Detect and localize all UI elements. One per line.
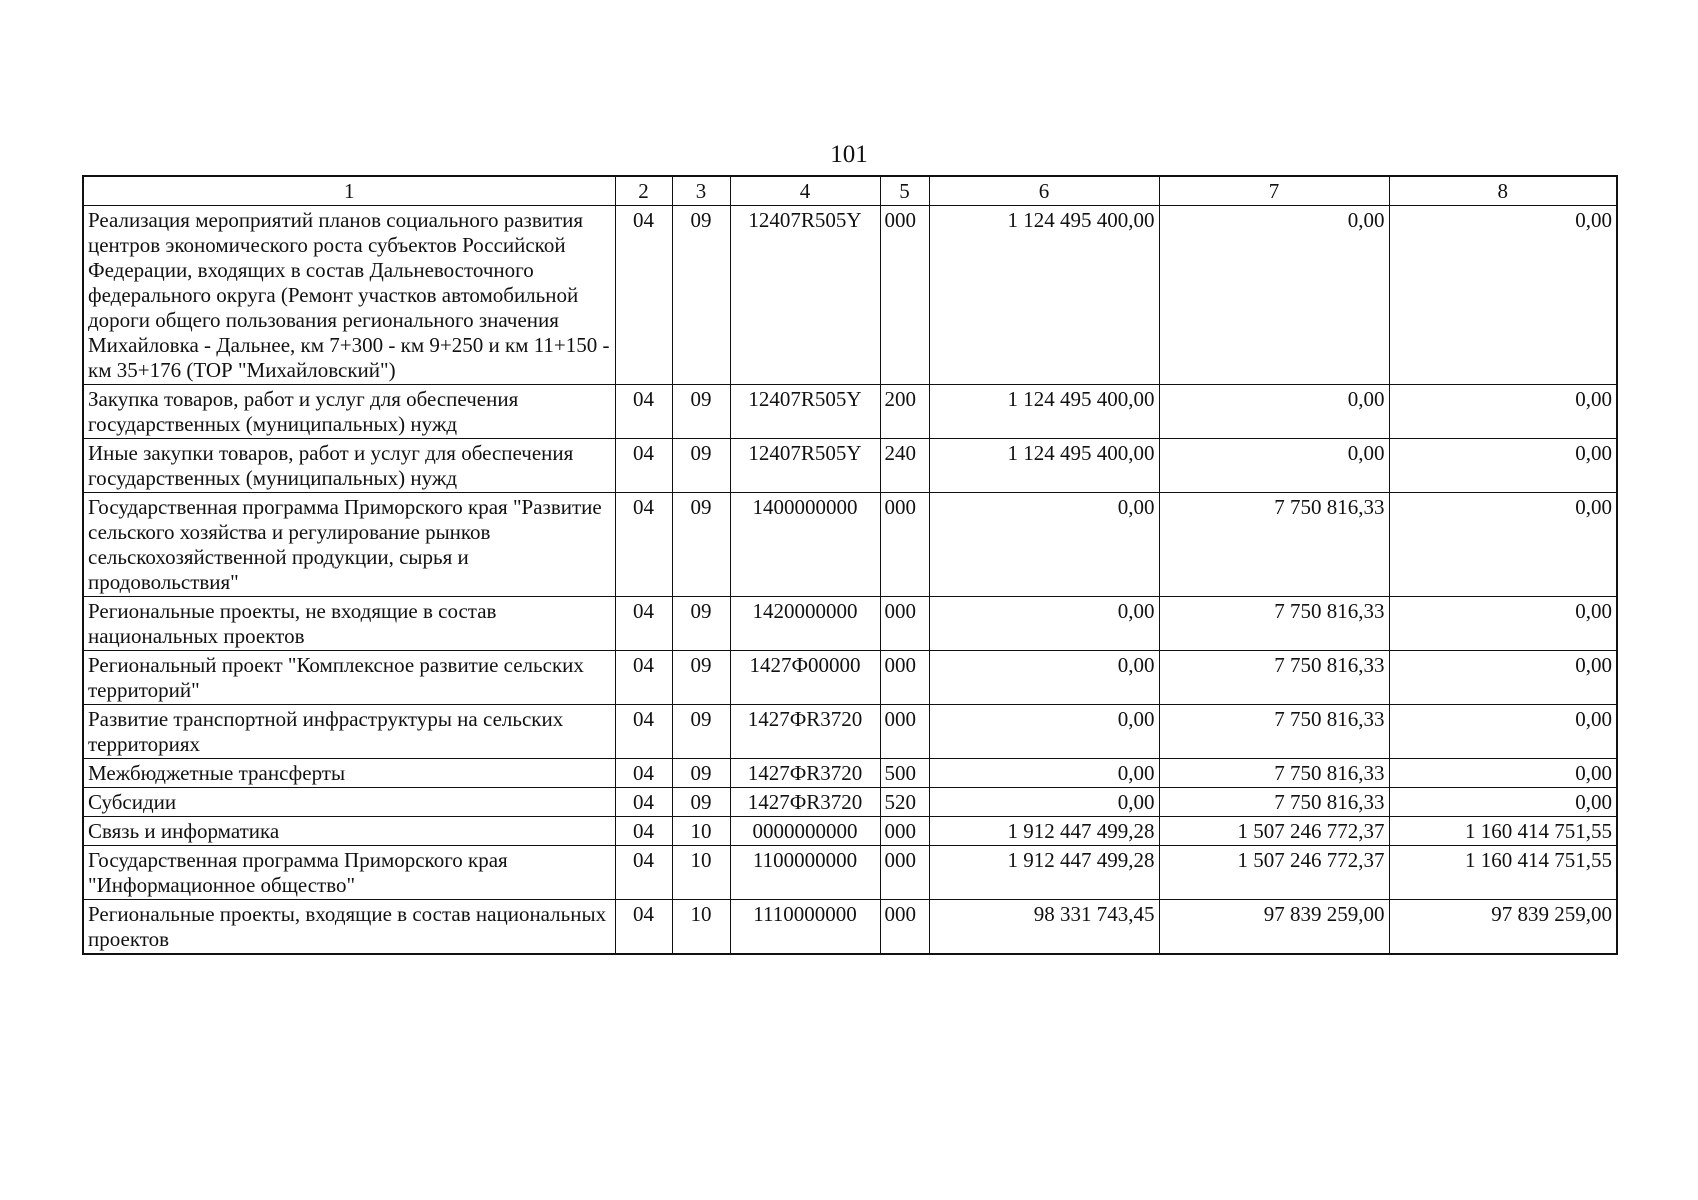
amount-col-8: 0,00 <box>1389 651 1617 705</box>
row-name: Государственная программа Приморского края "Информационное общество" <box>83 846 615 900</box>
target-article-code: 1427ФR3720 <box>730 759 880 788</box>
table-row <box>83 439 1617 493</box>
amount-col-7: 97 839 259,00 <box>1159 900 1389 955</box>
amount-col-7: 1 507 246 772,37 <box>1159 817 1389 846</box>
amount-col-7: 7 750 816,33 <box>1159 788 1389 817</box>
amount-col-8: 0,00 <box>1389 439 1617 493</box>
row-name: Государственная программа Приморского края "Развитие сельского хозяйства и регулирование рынков сельскохозяйственной продукции, сырья и продовольствия" <box>83 493 615 597</box>
target-article-code: 1427ФR3720 <box>730 705 880 759</box>
row-name: Развитие транспортной инфраструктуры на сельских территориях <box>83 705 615 759</box>
subsection-code: 09 <box>672 206 730 385</box>
expense-type-code: 000 <box>880 206 929 385</box>
amount-col-6: 0,00 <box>929 493 1159 597</box>
expense-type-code: 000 <box>880 597 929 651</box>
section-code: 04 <box>615 385 672 439</box>
table-row <box>83 788 1617 817</box>
expense-type-code: 000 <box>880 900 929 955</box>
amount-col-6: 0,00 <box>929 705 1159 759</box>
column-header: 4 <box>730 176 880 206</box>
amount-col-6: 98 331 743,45 <box>929 900 1159 955</box>
expense-type-code: 200 <box>880 385 929 439</box>
amount-col-8: 0,00 <box>1389 597 1617 651</box>
amount-col-6: 0,00 <box>929 759 1159 788</box>
target-article-code: 12407R505Y <box>730 385 880 439</box>
column-header: 5 <box>880 176 929 206</box>
column-header: 1 <box>83 176 615 206</box>
column-header: 8 <box>1389 176 1617 206</box>
table-row <box>83 206 1617 385</box>
expense-type-code: 240 <box>880 439 929 493</box>
amount-col-8: 0,00 <box>1389 705 1617 759</box>
row-name: Субсидии <box>83 788 615 817</box>
row-name: Региональные проекты, не входящие в состав национальных проектов <box>83 597 615 651</box>
table-row <box>83 705 1617 759</box>
section-code: 04 <box>615 846 672 900</box>
section-code: 04 <box>615 759 672 788</box>
table-row <box>83 651 1617 705</box>
amount-col-6: 1 912 447 499,28 <box>929 817 1159 846</box>
subsection-code: 10 <box>672 817 730 846</box>
row-name: Иные закупки товаров, работ и услуг для обеспечения государственных (муниципальных) нужд <box>83 439 615 493</box>
amount-col-6: 1 124 495 400,00 <box>929 206 1159 385</box>
amount-col-7: 0,00 <box>1159 439 1389 493</box>
target-article-code: 1427Ф00000 <box>730 651 880 705</box>
amount-col-7: 7 750 816,33 <box>1159 651 1389 705</box>
subsection-code: 10 <box>672 846 730 900</box>
expense-type-code: 000 <box>880 493 929 597</box>
target-article-code: 1420000000 <box>730 597 880 651</box>
table-row <box>83 493 1617 597</box>
page-number: 101 <box>830 141 868 168</box>
row-name: Межбюджетные трансферты <box>83 759 615 788</box>
subsection-code: 09 <box>672 493 730 597</box>
row-name: Закупка товаров, работ и услуг для обеспечения государственных (муниципальных) нужд <box>83 385 615 439</box>
row-name: Региональные проекты, входящие в состав национальных проектов <box>83 900 615 955</box>
expense-type-code: 500 <box>880 759 929 788</box>
section-code: 04 <box>615 817 672 846</box>
subsection-code: 09 <box>672 597 730 651</box>
amount-col-8: 1 160 414 751,55 <box>1389 846 1617 900</box>
section-code: 04 <box>615 439 672 493</box>
row-name: Связь и информатика <box>83 817 615 846</box>
amount-col-7: 7 750 816,33 <box>1159 759 1389 788</box>
column-header: 2 <box>615 176 672 206</box>
target-article-code: 12407R505Y <box>730 206 880 385</box>
section-code: 04 <box>615 493 672 597</box>
amount-col-6: 0,00 <box>929 597 1159 651</box>
target-article-code: 1100000000 <box>730 846 880 900</box>
amount-col-8: 0,00 <box>1389 759 1617 788</box>
amount-col-8: 0,00 <box>1389 206 1617 385</box>
target-article-code: 1110000000 <box>730 900 880 955</box>
amount-col-7: 1 507 246 772,37 <box>1159 846 1389 900</box>
header-row <box>83 176 1617 206</box>
amount-col-7: 0,00 <box>1159 385 1389 439</box>
expense-type-code: 520 <box>880 788 929 817</box>
section-code: 04 <box>615 705 672 759</box>
amount-col-6: 1 124 495 400,00 <box>929 385 1159 439</box>
expense-type-code: 000 <box>880 846 929 900</box>
amount-col-7: 7 750 816,33 <box>1159 493 1389 597</box>
subsection-code: 09 <box>672 705 730 759</box>
amount-col-8: 0,00 <box>1389 788 1617 817</box>
section-code: 04 <box>615 788 672 817</box>
amount-col-8: 1 160 414 751,55 <box>1389 817 1617 846</box>
column-header: 3 <box>672 176 730 206</box>
amount-col-7: 7 750 816,33 <box>1159 705 1389 759</box>
target-article-code: 1400000000 <box>730 493 880 597</box>
table-row <box>83 900 1617 955</box>
budget-table <box>82 175 1618 955</box>
expense-type-code: 000 <box>880 817 929 846</box>
expense-type-code: 000 <box>880 705 929 759</box>
subsection-code: 09 <box>672 788 730 817</box>
amount-col-7: 7 750 816,33 <box>1159 597 1389 651</box>
subsection-code: 09 <box>672 759 730 788</box>
section-code: 04 <box>615 597 672 651</box>
table-row <box>83 817 1617 846</box>
subsection-code: 09 <box>672 439 730 493</box>
subsection-code: 09 <box>672 385 730 439</box>
amount-col-6: 1 912 447 499,28 <box>929 846 1159 900</box>
section-code: 04 <box>615 900 672 955</box>
target-article-code: 12407R505Y <box>730 439 880 493</box>
column-header: 7 <box>1159 176 1389 206</box>
amount-col-6: 0,00 <box>929 651 1159 705</box>
table-row <box>83 759 1617 788</box>
target-article-code: 0000000000 <box>730 817 880 846</box>
amount-col-6: 1 124 495 400,00 <box>929 439 1159 493</box>
amount-col-7: 0,00 <box>1159 206 1389 385</box>
subsection-code: 09 <box>672 651 730 705</box>
section-code: 04 <box>615 206 672 385</box>
table-row <box>83 597 1617 651</box>
amount-col-6: 0,00 <box>929 788 1159 817</box>
target-article-code: 1427ФR3720 <box>730 788 880 817</box>
column-header: 6 <box>929 176 1159 206</box>
expense-type-code: 000 <box>880 651 929 705</box>
table-row <box>83 385 1617 439</box>
table-row <box>83 846 1617 900</box>
amount-col-8: 0,00 <box>1389 385 1617 439</box>
row-name: Реализация мероприятий планов социального развития центров экономического роста субъектов Российской Федерации, входящих в состав Дальневосточного федерального округа (Ремонт участков автомобильной дороги общего пользования регионального значения Михайловка - Дальнее, км 7+300 - км 9+250 и км 11+150 - км 35+176 (ТОР "Михайловский") <box>83 206 615 385</box>
section-code: 04 <box>615 651 672 705</box>
amount-col-8: 97 839 259,00 <box>1389 900 1617 955</box>
amount-col-8: 0,00 <box>1389 493 1617 597</box>
subsection-code: 10 <box>672 900 730 955</box>
row-name: Региональный проект "Комплексное развитие сельских территорий" <box>83 651 615 705</box>
